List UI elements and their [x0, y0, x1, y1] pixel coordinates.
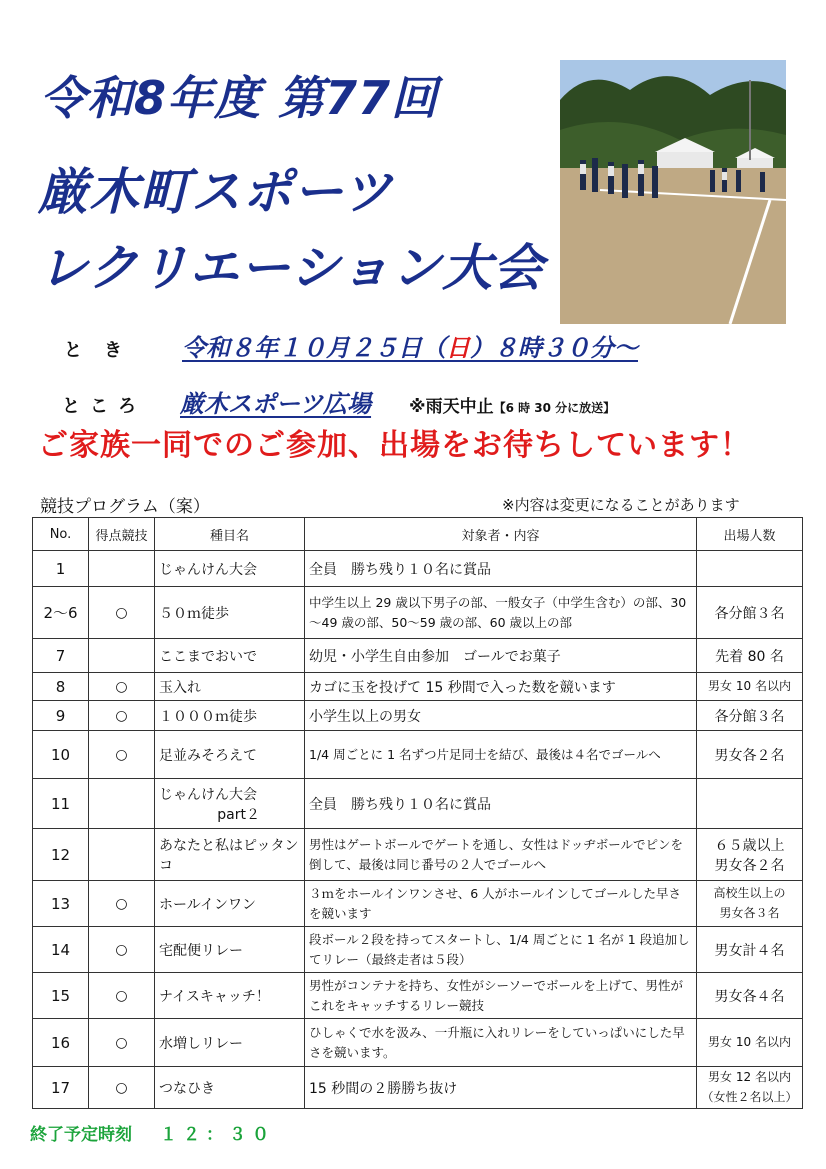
row-score: ○ [89, 731, 155, 779]
row-count: 男女計４名 [697, 927, 803, 973]
row-content: ３ｍをホールインワンさせ、6 人がホールインしてゴールした早さを競います [305, 881, 697, 927]
row-event-part2: part２ [217, 806, 260, 823]
when-label: とき [64, 340, 144, 361]
rain-notice [409, 397, 615, 417]
row-no: 1 [33, 551, 89, 587]
event-photo [560, 60, 786, 324]
row-content: 中学生以上 29 歳以下男子の部、一般女子（中学生含む）の部、30～49 歳の部、50～59 歳の部、60 歳以上の部 [305, 587, 697, 639]
row-event: あなたと私はピッタンコ [155, 829, 305, 881]
table-row [33, 927, 803, 973]
table-row [33, 973, 803, 1019]
event-date-day: 日 [446, 334, 470, 362]
row-count: 男女各４名 [697, 973, 803, 1019]
row-count-line1: ６５歳以上 [714, 837, 785, 854]
row-count [697, 1067, 803, 1109]
table-row [33, 701, 803, 731]
row-count: 各分館３名 [697, 587, 803, 639]
row-count-line1: 高校生以上の [713, 886, 786, 901]
table-row [33, 1067, 803, 1109]
header-score: 得点競技 [89, 518, 155, 551]
row-score: ○ [89, 587, 155, 639]
end-time: １２：３０ [160, 1125, 275, 1145]
row-count-line1: 男女 12 名以内 [708, 1070, 791, 1085]
row-content: 男性はゲートボールでゲートを通し、女性はドッヂボールでピンを倒して、最後は同じ番号の２人でゴールへ [305, 829, 697, 881]
row-event: ここまでおいで [155, 639, 305, 673]
row-score: ○ [89, 1019, 155, 1067]
table-row [33, 829, 803, 881]
end-time-label: 終了予定時刻 [30, 1125, 132, 1145]
row-count [697, 779, 803, 829]
end-time-row [30, 1120, 275, 1145]
row-content: 段ボール２段を持ってスタートし、1/4 周ごとに 1 名が 1 段追加してリレー（最終走者は５段） [305, 927, 697, 973]
where-label: ところ [62, 396, 146, 417]
row-score [89, 551, 155, 587]
row-no: 2～6 [33, 587, 89, 639]
row-content: 小学生以上の男女 [305, 701, 697, 731]
header-count: 出場人数 [697, 518, 803, 551]
row-event: １０００ｍ徒歩 [155, 701, 305, 731]
row-count: 各分館３名 [697, 701, 803, 731]
header-event: 種目名 [155, 518, 305, 551]
event-date-row [64, 328, 638, 363]
row-no: 14 [33, 927, 89, 973]
table-row [33, 1019, 803, 1067]
row-no: 13 [33, 881, 89, 927]
row-score: ○ [89, 701, 155, 731]
row-score: ○ [89, 1067, 155, 1109]
row-no: 17 [33, 1067, 89, 1109]
table-header-row [33, 518, 803, 551]
table-row [33, 731, 803, 779]
row-event [155, 779, 305, 829]
row-no: 12 [33, 829, 89, 881]
row-no: 9 [33, 701, 89, 731]
row-event: 水増しリレー [155, 1019, 305, 1067]
row-no: 7 [33, 639, 89, 673]
row-event: ナイスキャッチ！ [155, 973, 305, 1019]
row-event: 足並みそろえて [155, 731, 305, 779]
row-content: ひしゃくで水を汲み、一升瓶に入れリレーをしていっぱいにした早さを競います。 [305, 1019, 697, 1067]
row-event: 宅配便リレー [155, 927, 305, 973]
row-score: ○ [89, 673, 155, 701]
row-count: 男女 10 名以内 [697, 1019, 803, 1067]
row-event: つなひき [155, 1067, 305, 1109]
rain-broadcast-note: 【6 時 30 分に放送】 [493, 401, 616, 415]
row-no: 8 [33, 673, 89, 701]
row-score [89, 639, 155, 673]
row-no: 11 [33, 779, 89, 829]
row-score: ○ [89, 881, 155, 927]
row-score: ○ [89, 973, 155, 1019]
row-score [89, 779, 155, 829]
row-count: 男女 10 名以内 [697, 673, 803, 701]
row-content: 男性がコンテナを持ち、女性がシーソーでボールを上げて、男性がこれをキャッチするリレー競技 [305, 973, 697, 1019]
row-content: 15 秒間の２勝勝ち抜け [305, 1067, 697, 1109]
invitation-message: ご家族一同でのご参加、出場をお待ちしています！ [38, 428, 751, 463]
row-count [697, 551, 803, 587]
row-count-line2: 男女各３名 [719, 905, 780, 920]
table-row [33, 881, 803, 927]
header-content: 対象者・内容 [305, 518, 697, 551]
row-no: 15 [33, 973, 89, 1019]
table-row [33, 551, 803, 587]
row-content: 1/4 周ごとに 1 名ずつ片足同士を結び、最後は４名でゴールへ [305, 731, 697, 779]
row-count-line2: （女性２名以上） [701, 1089, 798, 1104]
table-row [33, 779, 803, 829]
table-row [33, 587, 803, 639]
program-title: 競技プログラム（案） [40, 497, 210, 517]
title-line-3: レクリエーション大会 [38, 239, 544, 297]
row-content: 全員 勝ち残り１０名に賞品 [305, 551, 697, 587]
row-event: ５０ｍ徒歩 [155, 587, 305, 639]
event-place: 厳木スポーツ広場 [180, 390, 372, 418]
row-count: 先着 80 名 [697, 639, 803, 673]
table-row [33, 673, 803, 701]
row-count-line2: 男女各２名 [714, 857, 785, 874]
row-count [697, 829, 803, 881]
title-line-1: 令和8年度 第77回 [40, 71, 439, 125]
event-date-pre: 令和８年１０月２５日（ [182, 334, 446, 362]
row-event-main: じゃんけん大会 [159, 786, 257, 803]
row-score: ○ [89, 927, 155, 973]
program-note: ※内容は変更になることがあります [502, 496, 740, 514]
row-no: 10 [33, 731, 89, 779]
header-no: No. [33, 518, 89, 551]
row-event: 玉入れ [155, 673, 305, 701]
title-line-2: 厳木町スポーツ [38, 163, 393, 221]
event-place-row [62, 384, 615, 419]
row-count [697, 881, 803, 927]
event-date-post: ）８時３０分～ [470, 334, 638, 362]
event-date [182, 334, 638, 362]
rain-cancel: ※雨天中止 [409, 397, 494, 417]
row-score [89, 829, 155, 881]
row-count: 男女各２名 [697, 731, 803, 779]
row-event: じゃんけん大会 [155, 551, 305, 587]
table-row [33, 639, 803, 673]
row-content: 幼児・小学生自由参加 ゴールでお菓子 [305, 639, 697, 673]
row-content: カゴに玉を投げて 15 秒間で入った数を競います [305, 673, 697, 701]
row-event: ホールインワン [155, 881, 305, 927]
row-no: 16 [33, 1019, 89, 1067]
program-table [32, 517, 803, 1109]
row-content: 全員 勝ち残り１０名に賞品 [305, 779, 697, 829]
